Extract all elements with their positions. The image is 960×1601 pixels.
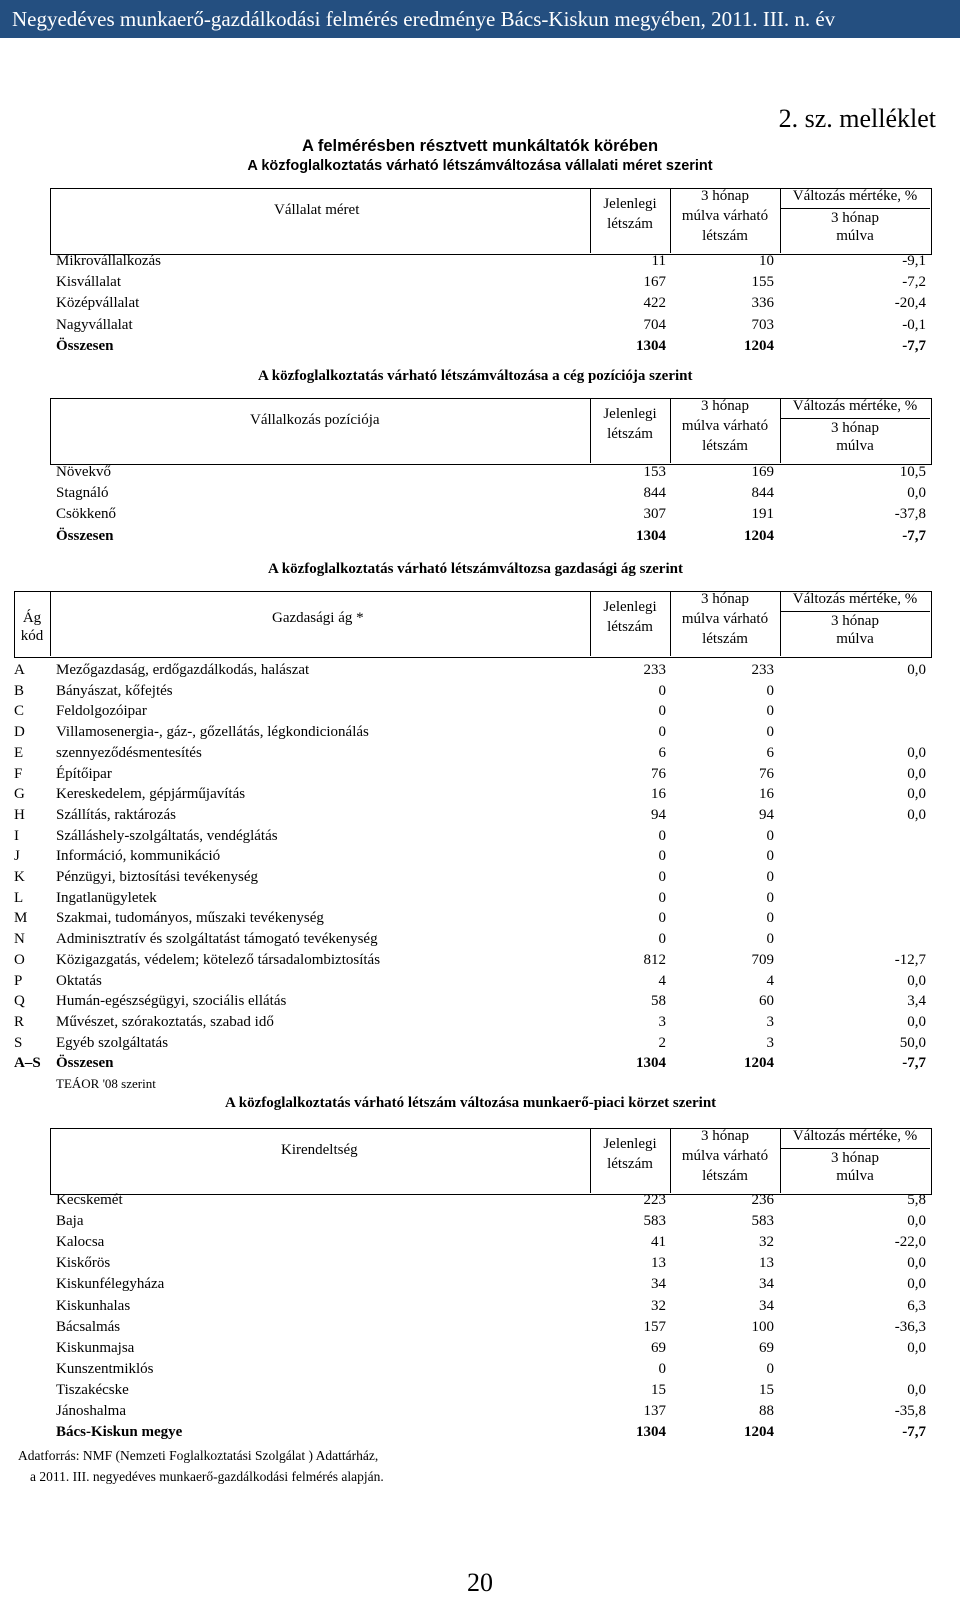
row-code: N bbox=[14, 931, 25, 948]
table-row-L bbox=[0, 888, 960, 909]
row-label: Közigazgatás, védelem; kötelező társadalombiztosítás bbox=[56, 951, 381, 968]
row-change: 0,0 bbox=[907, 1339, 926, 1356]
row-current: 0 bbox=[658, 724, 666, 741]
row-current: 0 bbox=[658, 848, 666, 865]
row-label: Pénzügyi, biztosítási tevékenység bbox=[56, 869, 259, 885]
row-expected: 94 bbox=[759, 806, 774, 823]
row-label: Kiskunmajsa bbox=[56, 1339, 135, 1356]
row-expected: 13 bbox=[759, 1255, 774, 1272]
row-label: Növekvő bbox=[56, 464, 111, 480]
current-header-1: Jelenlegi bbox=[603, 406, 657, 422]
row-change: 6,3 bbox=[907, 1297, 926, 1314]
source-line-1: Adatforrás: NMF (Nemzeti Foglalkoztatási Szolgálat ) Adattárház, bbox=[18, 1448, 379, 1463]
current-header-1: Jelenlegi bbox=[603, 1136, 657, 1152]
row-label: Egyéb szolgáltatás bbox=[56, 1034, 169, 1051]
row-expected: 0 bbox=[766, 869, 774, 885]
row-expected: 0 bbox=[766, 827, 774, 844]
row-expected: 3 bbox=[766, 1013, 774, 1030]
table-row-O bbox=[0, 950, 960, 971]
table-row-S bbox=[0, 1033, 960, 1054]
change-header: Változás mértéke, % bbox=[792, 398, 918, 414]
row-expected: 32 bbox=[759, 1234, 774, 1251]
teaor-note: TEÁOR '08 szerint bbox=[56, 1076, 156, 1091]
row-current: 13 bbox=[651, 1255, 666, 1272]
change-header: Változás mértéke, % bbox=[792, 1128, 918, 1144]
row-expected: 0 bbox=[766, 889, 774, 906]
row-change: 3,4 bbox=[907, 993, 926, 1010]
row-current: 94 bbox=[651, 806, 666, 823]
dimension-header: Vállalat méret bbox=[274, 202, 360, 218]
row-change: -22,0 bbox=[894, 1234, 926, 1251]
row-label: Bácsalmás bbox=[56, 1318, 121, 1335]
row-label: Adminisztratív és szolgáltatást támogató tevékenység bbox=[56, 931, 378, 948]
row-code: L bbox=[14, 889, 24, 906]
row-expected: 10 bbox=[759, 253, 774, 269]
expected-header-1: 3 hónap bbox=[701, 398, 749, 414]
row-label: Kiskunhalas bbox=[56, 1297, 131, 1314]
source-line-2: a 2011. III. negyedéves munkaerő-gazdálkodási felmérés alapján. bbox=[30, 1469, 384, 1484]
table-row bbox=[0, 1232, 960, 1253]
row-expected: 0 bbox=[766, 703, 774, 720]
code-header-1: Ág bbox=[22, 610, 42, 626]
expected-header-3: létszám bbox=[702, 1168, 748, 1184]
table-row bbox=[0, 504, 960, 525]
expected-header-1: 3 hónap bbox=[701, 591, 749, 607]
row-label: Tiszakécske bbox=[56, 1381, 129, 1398]
row-label: Mezőgazdaság, erdőgazdálkodás, halászat bbox=[56, 662, 310, 678]
table-row bbox=[0, 1296, 960, 1317]
row-change: 0,0 bbox=[907, 662, 926, 678]
row-label: Összesen bbox=[56, 337, 114, 354]
row-label: Középvállalat bbox=[56, 295, 140, 312]
row-current: 34 bbox=[651, 1276, 666, 1293]
table1-title: A közfoglalkoztatás várható létszámváltozása vállalati méret szerint bbox=[247, 158, 713, 174]
expected-header-2: múlva várható bbox=[681, 208, 769, 224]
table-row-R bbox=[0, 1012, 960, 1033]
row-current: 844 bbox=[643, 485, 666, 502]
row-current: 69 bbox=[651, 1339, 666, 1356]
dimension-header: Kirendeltség bbox=[281, 1142, 358, 1158]
row-expected: 88 bbox=[759, 1403, 774, 1419]
row-code: I bbox=[14, 827, 19, 844]
row-label: szennyeződésmentesítés bbox=[56, 744, 202, 761]
change-divider bbox=[780, 1148, 930, 1149]
row-expected: 703 bbox=[751, 316, 774, 333]
row-label: Kecskemét bbox=[56, 1192, 123, 1208]
row-code: F bbox=[14, 765, 23, 782]
row-code: D bbox=[14, 724, 25, 741]
table-row bbox=[0, 1359, 960, 1380]
row-expected: 0 bbox=[766, 910, 774, 927]
table-row bbox=[0, 462, 960, 483]
row-label: Kiskőrös bbox=[56, 1255, 111, 1272]
row-expected: 4 bbox=[766, 972, 774, 989]
row-current: 137 bbox=[643, 1403, 666, 1419]
row-change: 0,0 bbox=[907, 1255, 926, 1272]
row-label: Feldolgozóipar bbox=[56, 703, 147, 720]
row-label: Építőipar bbox=[56, 765, 112, 782]
current-header-2: létszám bbox=[607, 619, 653, 635]
row-change: 0,0 bbox=[907, 1276, 926, 1293]
row-label: Humán-egészségügyi, szociális ellátás bbox=[56, 993, 287, 1010]
change-header: Változás mértéke, % bbox=[792, 591, 918, 607]
change-divider bbox=[780, 418, 930, 419]
row-current: 15 bbox=[651, 1381, 666, 1398]
table-row bbox=[0, 315, 960, 336]
table-row-I bbox=[0, 826, 960, 847]
row-current: 76 bbox=[651, 765, 666, 782]
page-banner: Negyedéves munkaerő-gazdálkodási felmérés eredménye Bács-Kiskun megyében, 2011. III. n. év bbox=[0, 0, 960, 38]
code-header-2: kód bbox=[20, 628, 44, 644]
row-change: 0,0 bbox=[907, 806, 926, 823]
current-header-2: létszám bbox=[607, 216, 653, 232]
row-change: -9,1 bbox=[902, 253, 926, 269]
row-expected: 233 bbox=[751, 662, 774, 678]
table-row bbox=[0, 1317, 960, 1338]
table-row-Q bbox=[0, 991, 960, 1012]
row-code: M bbox=[14, 910, 28, 927]
annex-label: 2. sz. melléklet bbox=[778, 104, 936, 133]
row-label: Bányászat, kőfejtés bbox=[56, 682, 173, 699]
row-expected: 169 bbox=[751, 464, 774, 480]
row-code: A–S bbox=[14, 1055, 41, 1072]
table-row-D bbox=[0, 722, 960, 743]
row-change: 0,0 bbox=[907, 972, 926, 989]
page-number: 20 bbox=[467, 1568, 493, 1597]
row-change: 50,0 bbox=[899, 1034, 926, 1051]
row-expected: 844 bbox=[751, 485, 774, 502]
row-expected: 69 bbox=[759, 1339, 774, 1356]
row-current: 1304 bbox=[636, 1424, 666, 1441]
row-current: 2 bbox=[658, 1034, 666, 1051]
row-current: 422 bbox=[643, 295, 666, 312]
row-change: -37,8 bbox=[894, 506, 926, 523]
row-change: -36,3 bbox=[894, 1318, 926, 1335]
row-current: 1304 bbox=[636, 527, 666, 544]
row-expected: 155 bbox=[751, 274, 774, 291]
row-change: 5,8 bbox=[907, 1192, 926, 1208]
table3-title: A közfoglalkoztatás várható létszámváltozsa gazdasági ág szerint bbox=[268, 561, 683, 577]
table-row-K bbox=[0, 867, 960, 888]
row-change: -7,7 bbox=[902, 337, 926, 354]
row-current: 153 bbox=[643, 464, 666, 480]
row-current: 167 bbox=[643, 274, 666, 291]
row-current: 6 bbox=[658, 744, 666, 761]
change-sub-header-1: 3 hónap bbox=[831, 613, 879, 629]
change-sub-header-2: múlva bbox=[836, 228, 874, 244]
row-change: -7,7 bbox=[902, 1424, 926, 1441]
row-expected: 0 bbox=[766, 682, 774, 699]
dimension-header: Gazdasági ág * bbox=[272, 610, 364, 626]
row-change: -0,1 bbox=[902, 316, 926, 333]
row-current: 4 bbox=[658, 972, 666, 989]
row-change: 0,0 bbox=[907, 1381, 926, 1398]
table-row bbox=[0, 272, 960, 293]
row-current: 0 bbox=[658, 931, 666, 948]
expected-header-2: múlva várható bbox=[681, 611, 769, 627]
row-code: P bbox=[14, 972, 23, 989]
row-change: 0,0 bbox=[907, 1213, 926, 1230]
table-row-A–S bbox=[0, 1053, 960, 1074]
row-label: Baja bbox=[56, 1213, 84, 1230]
row-current: 157 bbox=[643, 1318, 666, 1335]
row-label: Bács-Kiskun megye bbox=[56, 1424, 183, 1441]
row-code: S bbox=[14, 1034, 23, 1051]
change-sub-header-2: múlva bbox=[836, 438, 874, 454]
row-current: 3 bbox=[658, 1013, 666, 1030]
table-row bbox=[0, 251, 960, 272]
row-current: 1304 bbox=[636, 1055, 666, 1072]
row-current: 0 bbox=[658, 827, 666, 844]
table-row-N bbox=[0, 929, 960, 950]
change-divider bbox=[780, 611, 930, 612]
row-label: Villamosenergia-, gáz-, gőzellátás, légkondicionálás bbox=[56, 724, 369, 741]
table-row bbox=[0, 1274, 960, 1295]
table-row-F bbox=[0, 764, 960, 785]
row-label: Szakmai, tudományos, műszaki tevékenység bbox=[56, 910, 324, 927]
row-change: 0,0 bbox=[907, 744, 926, 761]
row-label: Kisvállalat bbox=[56, 274, 121, 291]
table2-title: A közfoglalkoztatás várható létszámváltozása a cég pozíciója szerint bbox=[258, 368, 693, 384]
table-row-H bbox=[0, 805, 960, 826]
row-expected: 100 bbox=[751, 1318, 774, 1335]
row-current: 0 bbox=[658, 910, 666, 927]
row-code: Q bbox=[14, 993, 25, 1010]
current-header-1: Jelenlegi bbox=[603, 599, 657, 615]
row-expected: 60 bbox=[759, 993, 774, 1010]
row-label: Csökkenő bbox=[56, 506, 116, 523]
change-divider bbox=[780, 208, 930, 209]
row-current: 307 bbox=[643, 506, 666, 523]
row-code: B bbox=[14, 682, 25, 699]
row-change: -35,8 bbox=[894, 1403, 926, 1419]
row-expected: 34 bbox=[759, 1297, 774, 1314]
row-label: Szálláshely-szolgáltatás, vendéglátás bbox=[56, 827, 278, 844]
row-label: Kiskunfélegyháza bbox=[56, 1276, 165, 1293]
row-label: Kereskedelem, gépjárműjavítás bbox=[56, 786, 246, 803]
row-expected: 34 bbox=[759, 1276, 774, 1293]
current-header-1: Jelenlegi bbox=[603, 196, 657, 212]
row-expected: 0 bbox=[766, 1360, 774, 1377]
row-expected: 0 bbox=[766, 848, 774, 865]
expected-header-2: múlva várható bbox=[681, 1148, 769, 1164]
row-expected: 191 bbox=[751, 506, 774, 523]
table-row bbox=[0, 526, 960, 547]
row-expected: 1204 bbox=[744, 1055, 774, 1072]
row-expected: 336 bbox=[751, 295, 774, 312]
row-change: -7,7 bbox=[902, 527, 926, 544]
row-label: Művészet, szórakoztatás, szabad idő bbox=[56, 1013, 274, 1030]
row-label: Oktatás bbox=[56, 972, 102, 989]
table-row bbox=[0, 1253, 960, 1274]
table-row bbox=[0, 1211, 960, 1232]
row-code: A bbox=[14, 662, 25, 678]
row-expected: 1204 bbox=[744, 527, 774, 544]
row-current: 223 bbox=[643, 1192, 666, 1208]
current-header-2: létszám bbox=[607, 426, 653, 442]
row-current: 32 bbox=[651, 1297, 666, 1314]
row-label: Ingatlanügyletek bbox=[56, 889, 157, 906]
expected-header-3: létszám bbox=[702, 631, 748, 647]
table-row-C bbox=[0, 701, 960, 722]
row-label: Kunszentmiklós bbox=[56, 1360, 154, 1377]
table-row-J bbox=[0, 846, 960, 867]
row-change: -7,2 bbox=[902, 274, 926, 291]
row-change: 0,0 bbox=[907, 765, 926, 782]
table-row-M bbox=[0, 908, 960, 929]
row-current: 0 bbox=[658, 889, 666, 906]
change-sub-header-1: 3 hónap bbox=[831, 210, 879, 226]
table-row bbox=[0, 1422, 960, 1443]
expected-header-3: létszám bbox=[702, 438, 748, 454]
change-header: Változás mértéke, % bbox=[792, 188, 918, 204]
current-header-2: létszám bbox=[607, 1156, 653, 1172]
row-code: E bbox=[14, 744, 24, 761]
table-row bbox=[0, 293, 960, 314]
row-current: 11 bbox=[651, 253, 666, 269]
row-expected: 1204 bbox=[744, 1424, 774, 1441]
expected-header-3: létszám bbox=[702, 228, 748, 244]
row-current: 0 bbox=[658, 869, 666, 885]
row-expected: 236 bbox=[751, 1192, 774, 1208]
row-current: 583 bbox=[643, 1213, 666, 1230]
table-row bbox=[0, 1190, 960, 1211]
row-expected: 709 bbox=[751, 951, 774, 968]
table-row-E bbox=[0, 743, 960, 764]
expected-header-1: 3 hónap bbox=[701, 188, 749, 204]
row-code: G bbox=[14, 786, 25, 803]
row-code: O bbox=[14, 951, 25, 968]
row-change: 10,5 bbox=[899, 464, 926, 480]
change-sub-header-1: 3 hónap bbox=[831, 1150, 879, 1166]
row-code: K bbox=[14, 869, 25, 885]
dimension-header: Vállalkozás pozíciója bbox=[250, 412, 380, 428]
table-row bbox=[0, 483, 960, 504]
main-title: A felmérésben résztvett munkáltatók körében bbox=[301, 137, 659, 155]
row-expected: 583 bbox=[751, 1213, 774, 1230]
row-expected: 1204 bbox=[744, 337, 774, 354]
change-sub-header-2: múlva bbox=[836, 1168, 874, 1184]
row-current: 16 bbox=[651, 786, 666, 803]
row-label: Szállítás, raktározás bbox=[56, 806, 176, 823]
row-code: R bbox=[14, 1013, 25, 1030]
table-row bbox=[0, 1380, 960, 1401]
row-label: Jánoshalma bbox=[56, 1403, 126, 1419]
row-current: 812 bbox=[643, 951, 666, 968]
row-code: J bbox=[14, 848, 20, 865]
row-current: 233 bbox=[643, 662, 666, 678]
row-change: 0,0 bbox=[907, 786, 926, 803]
row-change: 0,0 bbox=[907, 1013, 926, 1030]
row-expected: 0 bbox=[766, 724, 774, 741]
row-current: 0 bbox=[658, 703, 666, 720]
row-expected: 15 bbox=[759, 1381, 774, 1398]
row-change: -7,7 bbox=[902, 1055, 926, 1072]
row-label: Stagnáló bbox=[56, 485, 109, 502]
row-label: Információ, kommunikáció bbox=[56, 848, 221, 865]
row-current: 41 bbox=[651, 1234, 666, 1251]
row-change: -12,7 bbox=[894, 951, 926, 968]
row-change: 0,0 bbox=[907, 485, 926, 502]
row-code: C bbox=[14, 703, 25, 720]
table-row-G bbox=[0, 784, 960, 805]
table-row-P bbox=[0, 971, 960, 992]
change-sub-header-1: 3 hónap bbox=[831, 420, 879, 436]
row-expected: 6 bbox=[766, 744, 774, 761]
row-label: Nagyvállalat bbox=[56, 316, 133, 333]
row-current: 1304 bbox=[636, 337, 666, 354]
table4-title: A közfoglalkoztatás várható létszám változása munkaerő-piaci körzet szerint bbox=[225, 1095, 717, 1111]
row-expected: 3 bbox=[766, 1034, 774, 1051]
row-label: Összesen bbox=[56, 1055, 114, 1072]
expected-header-2: múlva várható bbox=[681, 418, 769, 434]
table-row bbox=[0, 336, 960, 357]
row-expected: 16 bbox=[759, 786, 774, 803]
table-row bbox=[0, 1338, 960, 1359]
row-label: Mikrovállalkozás bbox=[56, 253, 161, 269]
row-current: 0 bbox=[658, 682, 666, 699]
row-current: 0 bbox=[658, 1360, 666, 1377]
row-code: H bbox=[14, 806, 25, 823]
table-row-B bbox=[0, 681, 960, 702]
table-row bbox=[0, 1401, 960, 1422]
row-current: 704 bbox=[643, 316, 666, 333]
row-expected: 0 bbox=[766, 931, 774, 948]
row-label: Összesen bbox=[56, 527, 114, 544]
table-row-A bbox=[0, 660, 960, 681]
row-label: Kalocsa bbox=[56, 1234, 105, 1251]
expected-header-1: 3 hónap bbox=[701, 1128, 749, 1144]
row-expected: 76 bbox=[759, 765, 774, 782]
row-current: 58 bbox=[651, 993, 666, 1010]
row-change: -20,4 bbox=[894, 295, 926, 312]
change-sub-header-2: múlva bbox=[836, 631, 874, 647]
